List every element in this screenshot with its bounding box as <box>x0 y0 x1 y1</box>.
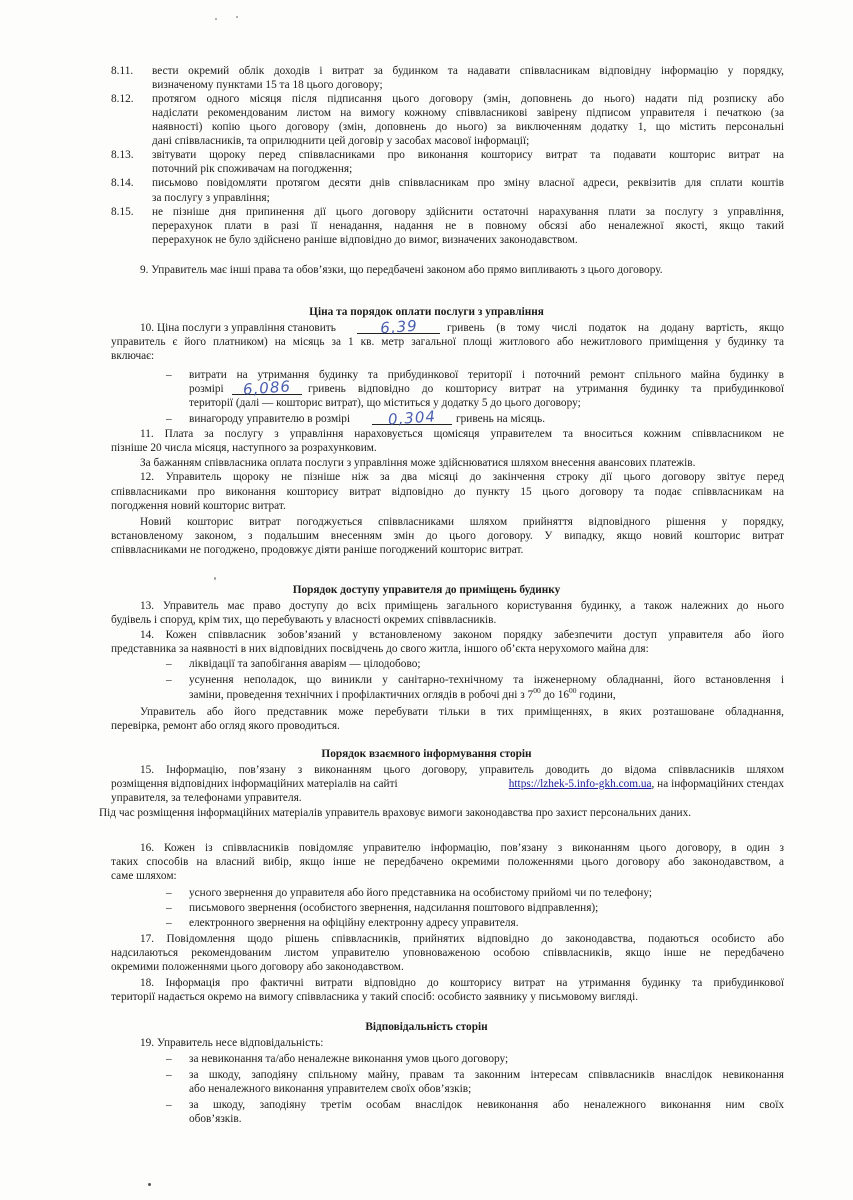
bullet-dash: – <box>166 413 172 425</box>
bullet-dash: – <box>166 658 172 670</box>
superscript: 00 <box>533 686 541 696</box>
p17-line: надсилаються рекомендованим листом управителю уповноваженою особою співвласників, якщо інше не передбачено <box>111 947 784 959</box>
scan-speck <box>148 1183 151 1186</box>
handwritten-price-field <box>357 316 440 337</box>
item-text-line: перерахунок плати в разі її ненадання, надання не в повному обсязі або неналежної якості, якщо такий <box>152 220 784 232</box>
item-text-line: протягом одного місяця після підписання цього договору (змін, доповнень до нього) надати під розписку або <box>152 93 784 105</box>
scan-speck <box>236 16 238 18</box>
p16-line: таких способів на власний вибір, якщо інше не передбачено окремими положеннями цього договору або законодавством, а <box>111 856 784 868</box>
p11-line: 11. Плата за послугу з управління нараховується щомісяця управителем та вноситься кожним співвласником не <box>140 428 784 440</box>
bullet-text: усунення неполадок, що виникли у санітарно-технічному та інженерному обладнанні, його встановлення і <box>189 674 784 686</box>
bullet-dash: – <box>166 887 172 899</box>
bullet-text: за шкоду, заподіяну спільному майну, правам та законним інтересам співвласників внаслідок невиконання <box>189 1069 784 1081</box>
p13-line: 13. Управитель має право доступу до всіх приміщень загального користування будинку, а також належних до нього <box>140 600 784 612</box>
paragraph-19: 19. Управитель несе відповідальність: <box>140 1037 324 1049</box>
bullet-text: письмового звернення (особистого звернення, надсилання поштового відправлення); <box>189 902 599 914</box>
bullet-dash: – <box>166 1053 172 1065</box>
p12-line: співвласниками про виконання кошторису витрат відповідно до пункту 15 цього договору та подає співвласникам на <box>111 486 784 498</box>
bullet-text-b: гривень відповідно до кошторису витрат на утримання будинку та прибудинкової <box>308 383 784 395</box>
p14-line: представника за наявності в них відповідних посвідчень до свого житла, іншого об’єкта нерухомого майна для: <box>111 643 649 655</box>
bullet-text: обов’язків. <box>189 1113 242 1125</box>
p12-line: встановленому законом, з подальшим внесенням змін до цього договору. У випадку, якщо новий кошторис витрат <box>111 530 784 542</box>
handwritten-value: 6,086 <box>242 376 292 399</box>
p13-line: будівель і споруд, крім тих, що перебувають у власності окремих співвласників. <box>111 614 497 626</box>
p17-line: 17. Повідомлення щодо рішень співвласників, прийнятих відповідно до законодавства, подаються особисто або <box>140 933 784 945</box>
section-heading-access: Порядок доступу управителя до приміщень будинку <box>292 584 561 596</box>
handwritten-value: 6,39 <box>379 316 418 337</box>
item-text-line: за послугу з управління; <box>152 192 270 204</box>
p17-line: окремими положеннями цього договору або законодавством. <box>111 961 404 973</box>
bullet-text: території (далі — кошторис витрат), що міститься у додатку 5 до цього договору; <box>189 397 581 409</box>
bullet-dash: – <box>166 1099 172 1111</box>
bullet-text: за шкоду, заподіяну третім особам внаслідок невиконання або неналежного виконання ним своїх <box>189 1099 784 1111</box>
p16-line: саме шляхом: <box>111 870 177 882</box>
bullet-text-a: винагороду управителю в розмірі <box>189 413 351 425</box>
handwritten-fee-field <box>372 406 452 429</box>
p10-text-a: 10. Ціна послуги з управління становить <box>140 322 336 334</box>
bullet-text-part: години, <box>576 689 616 701</box>
p10-line: включає: <box>111 350 155 362</box>
p15-line: Під час розміщення інформаційних матеріалів управитель враховує вимоги законодавства про захист персональних даних. <box>99 807 692 819</box>
bullet-text: за невиконання та/або неналежне виконання умов цього договору; <box>189 1053 509 1065</box>
p12-line: співвласниками не погоджено, продовжує діяти раніше погоджений кошторис витрат. <box>111 544 524 556</box>
p15-line <box>111 777 784 792</box>
bullet-dash: – <box>166 917 172 929</box>
bullet-dash: – <box>166 902 172 914</box>
bullet-text: ліквідації та запобігання аваріям — цілодобово; <box>189 658 421 670</box>
para-line: перевірка, ремонт або огляд якого проводиться. <box>111 720 340 732</box>
item-text-line: надіслати рекомендованим листом на вимогу кожному співвласникові завірену підписом управителя і печаткою (за <box>152 107 784 119</box>
p12-line: 12. Управитель щороку не пізніше ніж за два місяці до закінчення строку дії цього договору звітує перед <box>140 471 784 483</box>
item-text-line: не пізніше дня припинення дії цього договору здійснити остаточні нарахування плати за послугу з управління, <box>152 206 784 218</box>
paragraph-9: 9. Управитель має інші права та обов’язки, що передбачені законом або прямо випливають з цього договору. <box>140 264 663 276</box>
item-number: 8.12. <box>111 93 134 105</box>
item-number: 8.13. <box>111 149 134 161</box>
bullet-text-part: заміни, проведення технічних і профілактичних оглядів в робочі дні з 7 <box>189 689 534 701</box>
para-line: Управитель або його представник може перебувати тільки в тих приміщеннях, в яких розташоване обладнання, <box>140 706 784 718</box>
p12-line: Новий кошторис витрат погоджується співвласниками шляхом прийняття відповідного рішення у порядку, <box>140 516 784 528</box>
bullet-text: витрати на утримання будинку та прибудинкової території і поточний ремонт спільного майна будинку в <box>189 369 784 381</box>
bullet-text: усного звернення до управителя або його представника на особистому прийомі чи по телефону; <box>189 887 652 899</box>
scan-speck <box>215 18 217 20</box>
bullet-text-b: гривень на місяць. <box>456 413 546 425</box>
p10-line: управитель є його платником) на місяць за 1 кв. метр загальної площі житлового або нежитлового приміщення у будинку та <box>111 336 784 348</box>
p15-line: 15. Інформацію, пов’язану з виконанням цього договору, управитель доводить до відома співвласників шляхом <box>140 764 784 776</box>
item-text-line: перерахунок не було здійснено раніше відповідно до вимог, визначених законодавством. <box>152 234 578 246</box>
bullet-text <box>189 688 616 703</box>
bullet-text: електронного звернення на офіційну електронну адресу управителя. <box>189 917 519 929</box>
p11-line: пізніше 20 числа місяця, наступного за розрахунковим. <box>111 442 377 454</box>
p10-text-b: гривень (в тому числі податок на додану вартість, якщо <box>447 322 784 334</box>
scan-speck <box>214 577 216 580</box>
p18-line: 18. Інформація про фактичні витрати відповідно до кошторису витрат на утримання будинку та прибудинкової <box>140 977 784 989</box>
p15-text-part: розміщення відповідних інформаційних матеріалів на сайті <box>111 778 398 790</box>
item-number: 8.11. <box>111 65 134 77</box>
superscript: 00 <box>569 686 577 696</box>
item-text-line: звітувати щороку перед співвласниками про виконання кошторису витрат та подавати кошторис витрат на <box>152 149 784 161</box>
item-number: 8.14. <box>111 177 134 189</box>
bullet-text-a: розмірі <box>189 383 224 395</box>
p12-line: погодження новий кошторис витрат. <box>111 500 286 512</box>
item-text-line: вести окремий облік доходів і витрат за будинком та надавати співвласникам відповідну інформацію у порядку, <box>152 65 784 77</box>
handwritten-value: 0,304 <box>387 406 437 429</box>
bullet-dash: – <box>166 1069 172 1081</box>
p18-line: території надається окремо на вимогу співвласника у такий спосіб: особисто заявнику у письмовому вигляді. <box>111 991 639 1003</box>
p11-line: За бажанням співвласника оплата послуги з управління може здійснюватися шляхом внесення авансових платежів. <box>140 457 696 469</box>
section-heading-price: Ціна та порядок оплати послуги з управління <box>309 306 544 318</box>
p14-line: 14. Кожен співвласник зобов’язаний у встановленому законом порядку забезпечити доступ управителя або його <box>140 629 784 641</box>
p16-line: 16. Кожен із співвласників повідомляє управителю інформацію, пов’язану з виконанням цього договору, в один з <box>140 842 784 854</box>
section-heading-info: Порядок взаємного інформування сторін <box>321 748 532 760</box>
bullet-text: або неналежного виконання управителем своїх обов’язків; <box>189 1083 472 1095</box>
handwritten-estimate-field <box>232 376 302 399</box>
item-text-line: визначеному пунктами 15 та 18 цього договору; <box>152 79 383 91</box>
section-heading-responsibility: Відповідальність сторін <box>365 1021 488 1033</box>
p15-line: управителя, за телефонами управителя. <box>111 792 302 804</box>
website-link[interactable]: https://lzhek-5.info-gkh.com.ua <box>508 778 652 790</box>
bullet-text-part: до 16 <box>540 689 570 701</box>
p15-text-part: , на інформаційних стендах <box>651 778 784 790</box>
bullet-dash: – <box>166 369 172 381</box>
item-number: 8.15. <box>111 206 134 218</box>
item-text-line: наявності) копію цього договору (змін, доповнень до нього) за виключенням додатку 1, що містить персональні <box>152 121 784 133</box>
bullet-dash: – <box>166 674 172 686</box>
item-text-line: дані співвласників, та оприлюднити цей договір у засобах масової інформації; <box>152 135 530 147</box>
item-text-line: поточний рік споживачам на погодження; <box>152 163 353 175</box>
item-text-line: письмово повідомляти протягом десяти днів співвласникам про зміну власної адреси, реквізитів для сплати коштів <box>152 177 784 189</box>
